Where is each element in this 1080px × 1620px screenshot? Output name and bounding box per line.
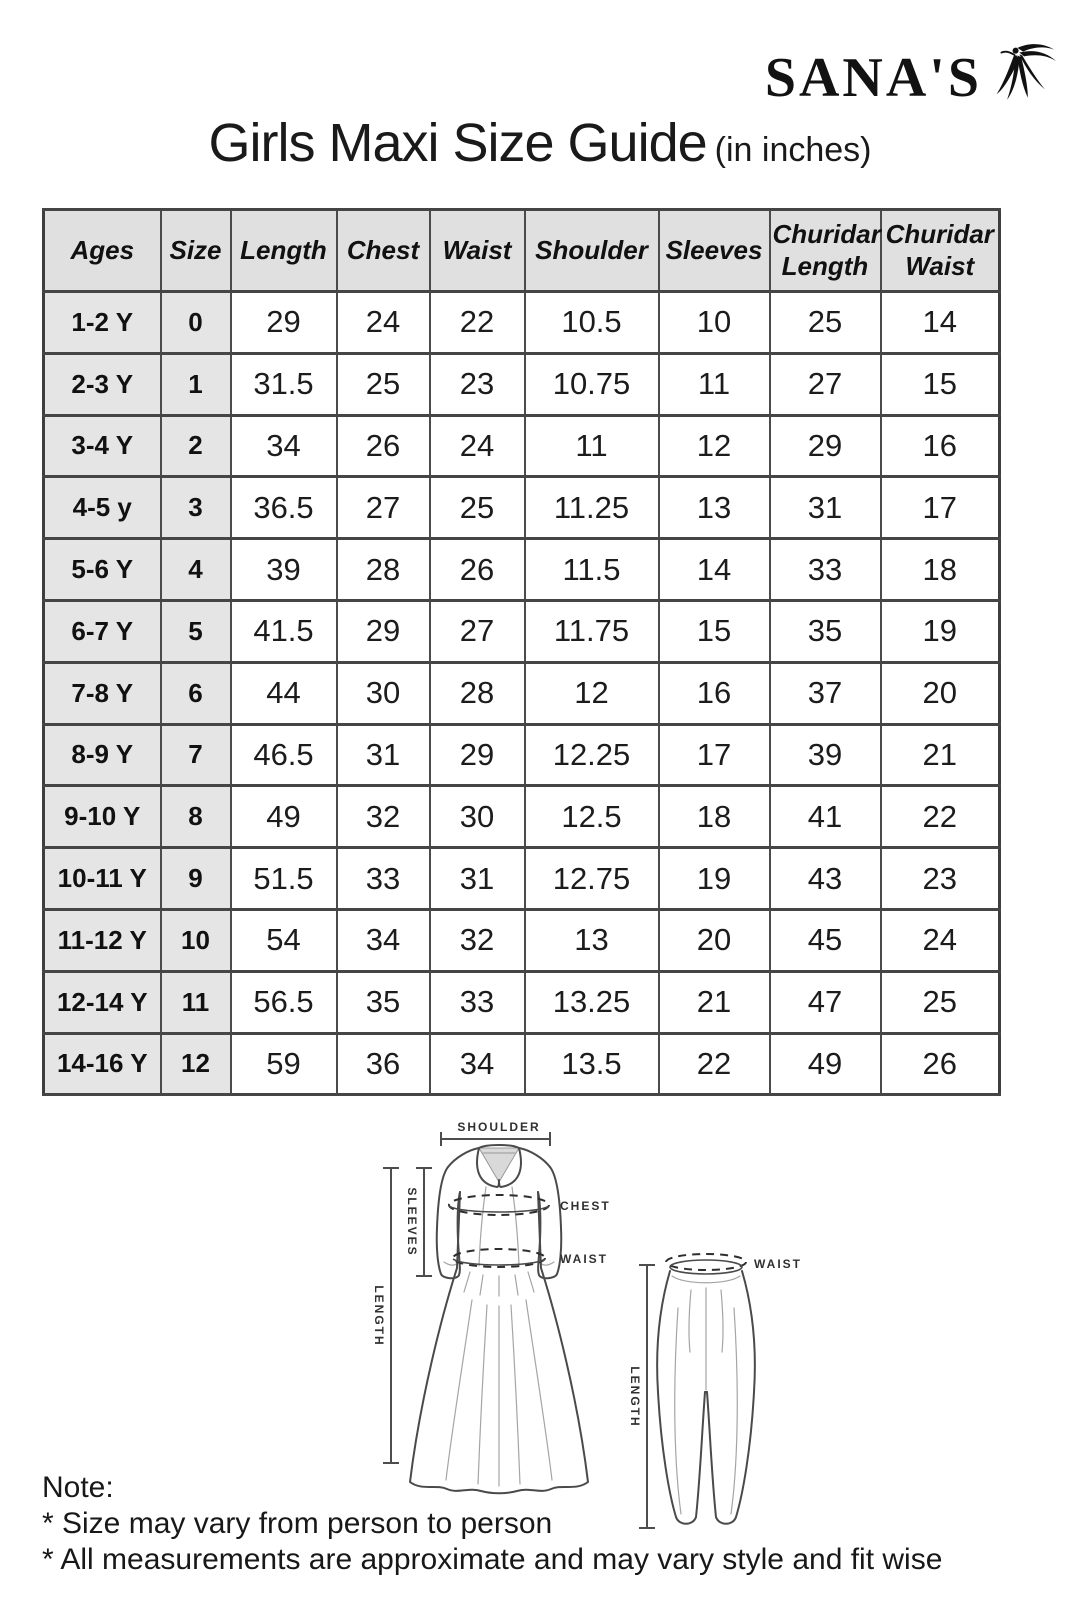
woman-dress-icon xyxy=(992,42,1058,114)
note-item-2: * All measurements are approximate and may vary style and fit wise xyxy=(42,1543,943,1576)
table-row xyxy=(44,292,1000,354)
dress-length-label: LENGTH xyxy=(372,1285,386,1347)
sleeves-label: SLEEVES xyxy=(405,1187,419,1257)
measurement-cell: 31 xyxy=(770,477,881,539)
measurement-cell: 13 xyxy=(525,909,659,971)
measurement-cell: 19 xyxy=(881,600,1000,662)
column-header: Shoulder xyxy=(525,210,659,292)
measurement-cell: 14 xyxy=(881,292,1000,354)
table-row xyxy=(44,724,1000,786)
measurement-cell: 24 xyxy=(430,415,525,477)
table-row xyxy=(44,971,1000,1033)
size-cell: 7 xyxy=(161,724,231,786)
brand-logo xyxy=(765,42,1058,114)
column-header: Ages xyxy=(44,210,161,292)
size-cell: 5 xyxy=(161,600,231,662)
measurement-cell: 37 xyxy=(770,662,881,724)
dress-illustration xyxy=(372,1120,611,1493)
measurement-cell: 29 xyxy=(231,292,337,354)
measurement-cell: 24 xyxy=(337,292,430,354)
age-cell: 11-12 Y xyxy=(44,909,161,971)
page-title-main: Girls Maxi Size Guide xyxy=(208,113,707,173)
measurement-cell: 23 xyxy=(430,353,525,415)
measurement-cell: 30 xyxy=(430,786,525,848)
measurement-cell: 34 xyxy=(337,909,430,971)
measurement-cell: 14 xyxy=(659,539,770,601)
measurement-cell: 15 xyxy=(881,353,1000,415)
measurement-cell: 22 xyxy=(659,1033,770,1095)
age-cell: 12-14 Y xyxy=(44,971,161,1033)
measurement-cell: 49 xyxy=(770,1033,881,1095)
size-cell: 6 xyxy=(161,662,231,724)
measurement-cell: 10 xyxy=(659,292,770,354)
measurement-cell: 21 xyxy=(659,971,770,1033)
measurement-cell: 11 xyxy=(659,353,770,415)
measurement-cell: 17 xyxy=(881,477,1000,539)
measurement-cell: 45 xyxy=(770,909,881,971)
measurement-cell: 29 xyxy=(770,415,881,477)
measurement-cell: 46.5 xyxy=(231,724,337,786)
pants-waist-label: WAIST xyxy=(754,1257,802,1271)
note-item-1: * Size may vary from person to person xyxy=(42,1507,553,1540)
age-cell: 2-3 Y xyxy=(44,353,161,415)
measurement-cell: 34 xyxy=(231,415,337,477)
measurement-cell: 23 xyxy=(881,848,1000,910)
measurement-cell: 10.75 xyxy=(525,353,659,415)
measurement-cell: 20 xyxy=(881,662,1000,724)
measurement-cell: 51.5 xyxy=(231,848,337,910)
measurement-cell: 11.25 xyxy=(525,477,659,539)
column-header: Sleeves xyxy=(659,210,770,292)
size-cell: 10 xyxy=(161,909,231,971)
measurement-cell: 12.5 xyxy=(525,786,659,848)
measurement-cell: 21 xyxy=(881,724,1000,786)
column-header: Chest xyxy=(337,210,430,292)
measurement-cell: 32 xyxy=(337,786,430,848)
measurement-cell: 25 xyxy=(337,353,430,415)
measurement-cell: 39 xyxy=(231,539,337,601)
size-cell: 11 xyxy=(161,971,231,1033)
dress-waist-label: WAIST xyxy=(560,1252,608,1266)
measurement-cell: 28 xyxy=(430,662,525,724)
measurement-cell: 22 xyxy=(430,292,525,354)
pants-length-label: LENGTH xyxy=(628,1366,642,1428)
page-title xyxy=(0,112,1080,174)
table-row xyxy=(44,353,1000,415)
measurement-cell: 31 xyxy=(430,848,525,910)
table-row xyxy=(44,662,1000,724)
measurement-cell: 35 xyxy=(337,971,430,1033)
size-cell: 12 xyxy=(161,1033,231,1095)
table-header-row xyxy=(44,210,1000,292)
measurement-cell: 33 xyxy=(430,971,525,1033)
measurement-cell: 25 xyxy=(881,971,1000,1033)
measurement-cell: 26 xyxy=(430,539,525,601)
table-row xyxy=(44,539,1000,601)
age-cell: 4-5 y xyxy=(44,477,161,539)
measurement-cell: 16 xyxy=(881,415,1000,477)
measurement-cell: 25 xyxy=(430,477,525,539)
measurement-cell: 24 xyxy=(881,909,1000,971)
measurement-cell: 39 xyxy=(770,724,881,786)
age-cell: 5-6 Y xyxy=(44,539,161,601)
measurement-cell: 12.75 xyxy=(525,848,659,910)
measurement-cell: 13.5 xyxy=(525,1033,659,1095)
measurement-cell: 27 xyxy=(337,477,430,539)
page-title-units: (in inches) xyxy=(714,131,872,169)
size-guide-table xyxy=(42,208,1001,1096)
measurement-cell: 15 xyxy=(659,600,770,662)
notes-heading: Note: xyxy=(42,1471,114,1504)
measurement-cell: 28 xyxy=(337,539,430,601)
measurement-cell: 36 xyxy=(337,1033,430,1095)
measurement-cell: 33 xyxy=(337,848,430,910)
table-row xyxy=(44,477,1000,539)
measurement-cell: 44 xyxy=(231,662,337,724)
column-header: Length xyxy=(231,210,337,292)
age-cell: 14-16 Y xyxy=(44,1033,161,1095)
age-cell: 3-4 Y xyxy=(44,415,161,477)
measurement-cell: 13 xyxy=(659,477,770,539)
measurement-cell: 27 xyxy=(430,600,525,662)
size-cell: 3 xyxy=(161,477,231,539)
size-cell: 1 xyxy=(161,353,231,415)
measurement-cell: 12 xyxy=(525,662,659,724)
brand-name: SANA'S xyxy=(764,47,982,109)
age-cell: 10-11 Y xyxy=(44,848,161,910)
measurement-cell: 56.5 xyxy=(231,971,337,1033)
measurement-cell: 54 xyxy=(231,909,337,971)
column-header: Churidar Length xyxy=(770,210,881,292)
size-cell: 8 xyxy=(161,786,231,848)
measurement-cell: 29 xyxy=(337,600,430,662)
measurement-cell: 31 xyxy=(337,724,430,786)
measurement-cell: 41.5 xyxy=(231,600,337,662)
notes-section xyxy=(42,1470,942,1578)
measurement-cell: 34 xyxy=(430,1033,525,1095)
measurement-cell: 17 xyxy=(659,724,770,786)
measurement-cell: 20 xyxy=(659,909,770,971)
size-cell: 9 xyxy=(161,848,231,910)
measurement-cell: 47 xyxy=(770,971,881,1033)
measurement-cell: 31.5 xyxy=(231,353,337,415)
measurement-cell: 36.5 xyxy=(231,477,337,539)
measurement-cell: 19 xyxy=(659,848,770,910)
measurement-cell: 26 xyxy=(881,1033,1000,1095)
age-cell: 6-7 Y xyxy=(44,600,161,662)
measurement-cell: 43 xyxy=(770,848,881,910)
age-cell: 8-9 Y xyxy=(44,724,161,786)
table-row xyxy=(44,600,1000,662)
measurement-cell: 10.5 xyxy=(525,292,659,354)
size-cell: 0 xyxy=(161,292,231,354)
table-header-row xyxy=(44,210,1000,292)
measurement-cell: 25 xyxy=(770,292,881,354)
measurement-cell: 30 xyxy=(337,662,430,724)
measurement-cell: 26 xyxy=(337,415,430,477)
column-header: Waist xyxy=(430,210,525,292)
measurement-cell: 12 xyxy=(659,415,770,477)
measurement-cell: 12.25 xyxy=(525,724,659,786)
measurement-cell: 11 xyxy=(525,415,659,477)
table-row xyxy=(44,909,1000,971)
measurement-cell: 18 xyxy=(659,786,770,848)
age-cell: 7-8 Y xyxy=(44,662,161,724)
age-cell: 9-10 Y xyxy=(44,786,161,848)
measurement-cell: 29 xyxy=(430,724,525,786)
table-body xyxy=(44,292,1000,1095)
table-row xyxy=(44,848,1000,910)
measurement-cell: 11.5 xyxy=(525,539,659,601)
measurement-cell: 27 xyxy=(770,353,881,415)
size-cell: 2 xyxy=(161,415,231,477)
measurement-cell: 13.25 xyxy=(525,971,659,1033)
table-row xyxy=(44,786,1000,848)
size-cell: 4 xyxy=(161,539,231,601)
shoulder-label: SHOULDER xyxy=(457,1120,541,1134)
measurement-cell: 18 xyxy=(881,539,1000,601)
measurement-cell: 33 xyxy=(770,539,881,601)
column-header: Size xyxy=(161,210,231,292)
measurement-cell: 35 xyxy=(770,600,881,662)
measurement-cell: 11.75 xyxy=(525,600,659,662)
chest-label: CHEST xyxy=(560,1199,611,1213)
column-header: Churidar Waist xyxy=(881,210,1000,292)
measurement-cell: 32 xyxy=(430,909,525,971)
measurement-cell: 41 xyxy=(770,786,881,848)
measurement-cell: 16 xyxy=(659,662,770,724)
measurement-cell: 49 xyxy=(231,786,337,848)
measurement-cell: 22 xyxy=(881,786,1000,848)
measurement-cell: 59 xyxy=(231,1033,337,1095)
age-cell: 1-2 Y xyxy=(44,292,161,354)
table-row xyxy=(44,415,1000,477)
